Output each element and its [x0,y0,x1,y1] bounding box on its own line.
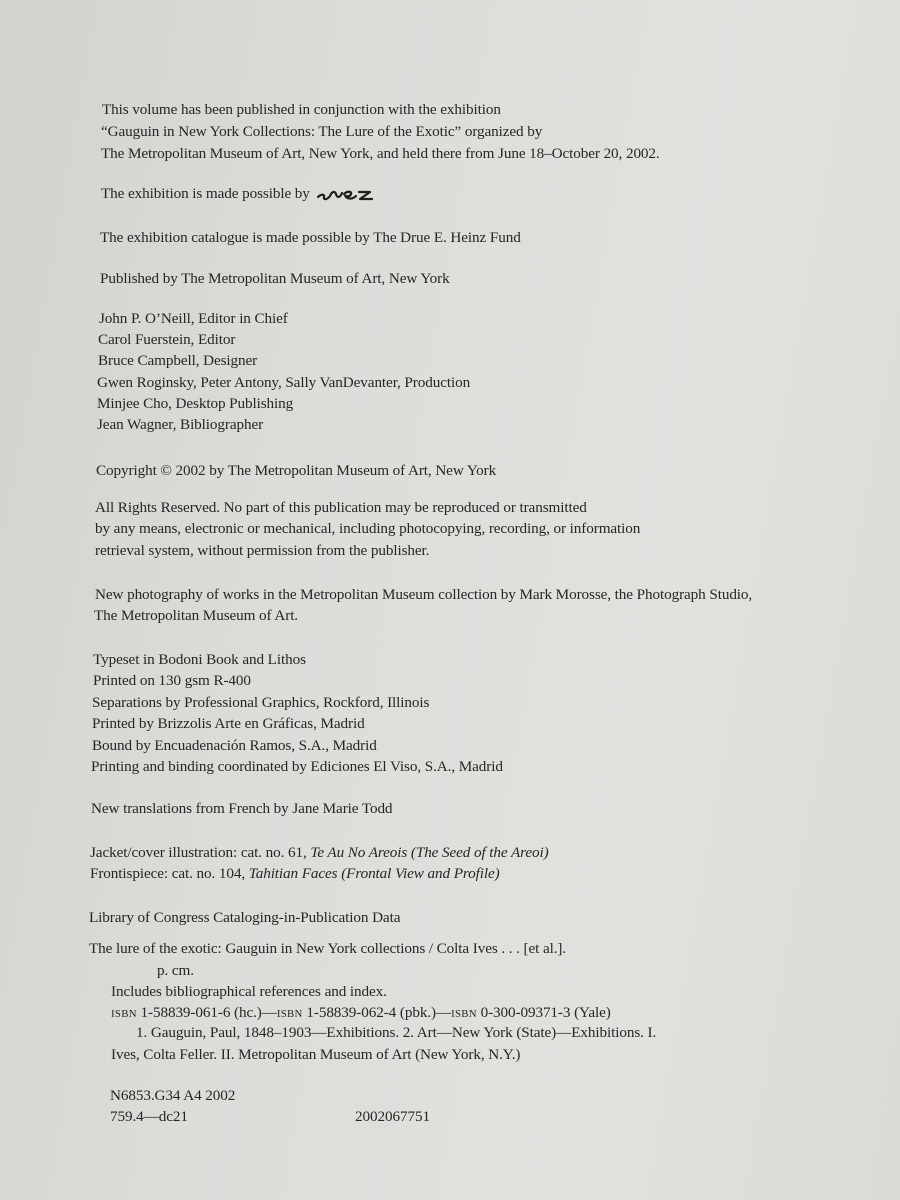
isbn-value: 0-300-09371-3 (Yale) [476,1004,611,1021]
staff-line: Gwen Roginsky, Peter Antony, Sally VanDevanter, Production [97,374,471,391]
cip-heading: Library of Congress Cataloging-in-Publication Data [89,909,401,926]
cip-subjects-line: Ives, Colta Feller. II. Metropolitan Museum of Art (New York, N.Y.) [111,1046,521,1063]
exhibition-line-3: The Metropolitan Museum of Art, New York, and held there from June 18–October 20, 2002. [101,145,660,162]
jacket-illustration-line [90,844,549,862]
catalogue-sponsor: The exhibition catalogue is made possible by The Drue E. Heinz Fund [100,229,521,246]
cip-includes: Includes bibliographical references and index. [111,983,387,1000]
isbn-label: ISBN [276,1008,303,1020]
translations-line: New translations from French by Jane Marie Todd [91,800,393,817]
jacket-prefix: Jacket/cover illustration: cat. no. 61, [90,844,311,861]
exhibition-line-1: This volume has been published in conjunction with the exhibition [102,101,501,118]
rights-line: All Rights Reserved. No part of this publication may be reproduced or transmitted [95,499,587,516]
staff-line: Carol Fuerstein, Editor [98,331,236,348]
rights-line: by any means, electronic or mechanical, including photocopying, recording, or information [95,520,641,537]
isbn-value: 1-58839-062-4 (pbk.)— [302,1004,452,1021]
production-line: Separations by Professional Graphics, Rockford, Illinois [92,694,430,711]
isbn-value: 1-58839-061-6 (hc.)— [136,1004,277,1021]
frontispiece-title: Tahitian Faces (Frontal View and Profile) [248,865,500,882]
jacket-title: Te Au No Areois (The Seed of the Areoi) [310,844,549,861]
staff-line: John P. O’Neill, Editor in Chief [99,310,288,327]
frontispiece-line [90,865,500,883]
staff-line: Bruce Campbell, Designer [98,352,258,369]
cip-pcm: p. cm. [157,962,194,979]
publisher-line: Published by The Metropolitan Museum of Art, New York [100,270,450,287]
photography-line: New photography of works in the Metropolitan Museum collection by Mark Morosse, the Photograph Studio, [95,586,753,603]
production-line: Printed by Brizzolis Arte en Gráficas, Madrid [92,715,365,732]
call-number: N6853.G34 A4 2002 [110,1087,236,1104]
staff-line: Minjee Cho, Desktop Publishing [97,395,294,412]
dewey-number: 759.4—dc21 [110,1108,188,1125]
production-line: Typeset in Bodoni Book and Lithos [93,651,306,668]
production-line: Printing and binding coordinated by Ediciones El Viso, S.A., Madrid [91,758,503,775]
exhibition-line-2: “Gauguin in New York Collections: The Lure of the Exotic” organized by [101,123,543,140]
production-line: Printed on 130 gsm R-400 [93,672,251,689]
isbn-label: ISBN [451,1008,477,1020]
cip-subjects-line: 1. Gauguin, Paul, 1848–1903—Exhibitions. 2. Art—New York (State)—Exhibitions. I. [136,1024,657,1041]
frontispiece-prefix: Frontispiece: cat. no. 104, [90,865,249,882]
suez-logo [316,184,384,204]
sponsor-text: The exhibition is made possible by [101,185,310,202]
cip-isbn-line [111,1004,611,1023]
cip-title-line: The lure of the exotic: Gauguin in New York collections / Colta Ives . . . [et al.]. [89,940,567,957]
lccn-number: 2002067751 [355,1108,430,1125]
rights-line: retrieval system, without permission from the publisher. [95,542,430,559]
production-line: Bound by Encuadenación Ramos, S.A., Madrid [92,737,377,754]
photography-line: The Metropolitan Museum of Art. [94,607,299,624]
isbn-label: ISBN [111,1008,137,1020]
staff-line: Jean Wagner, Bibliographer [97,416,264,433]
copyright-line: Copyright © 2002 by The Metropolitan Museum of Art, New York [96,462,497,479]
